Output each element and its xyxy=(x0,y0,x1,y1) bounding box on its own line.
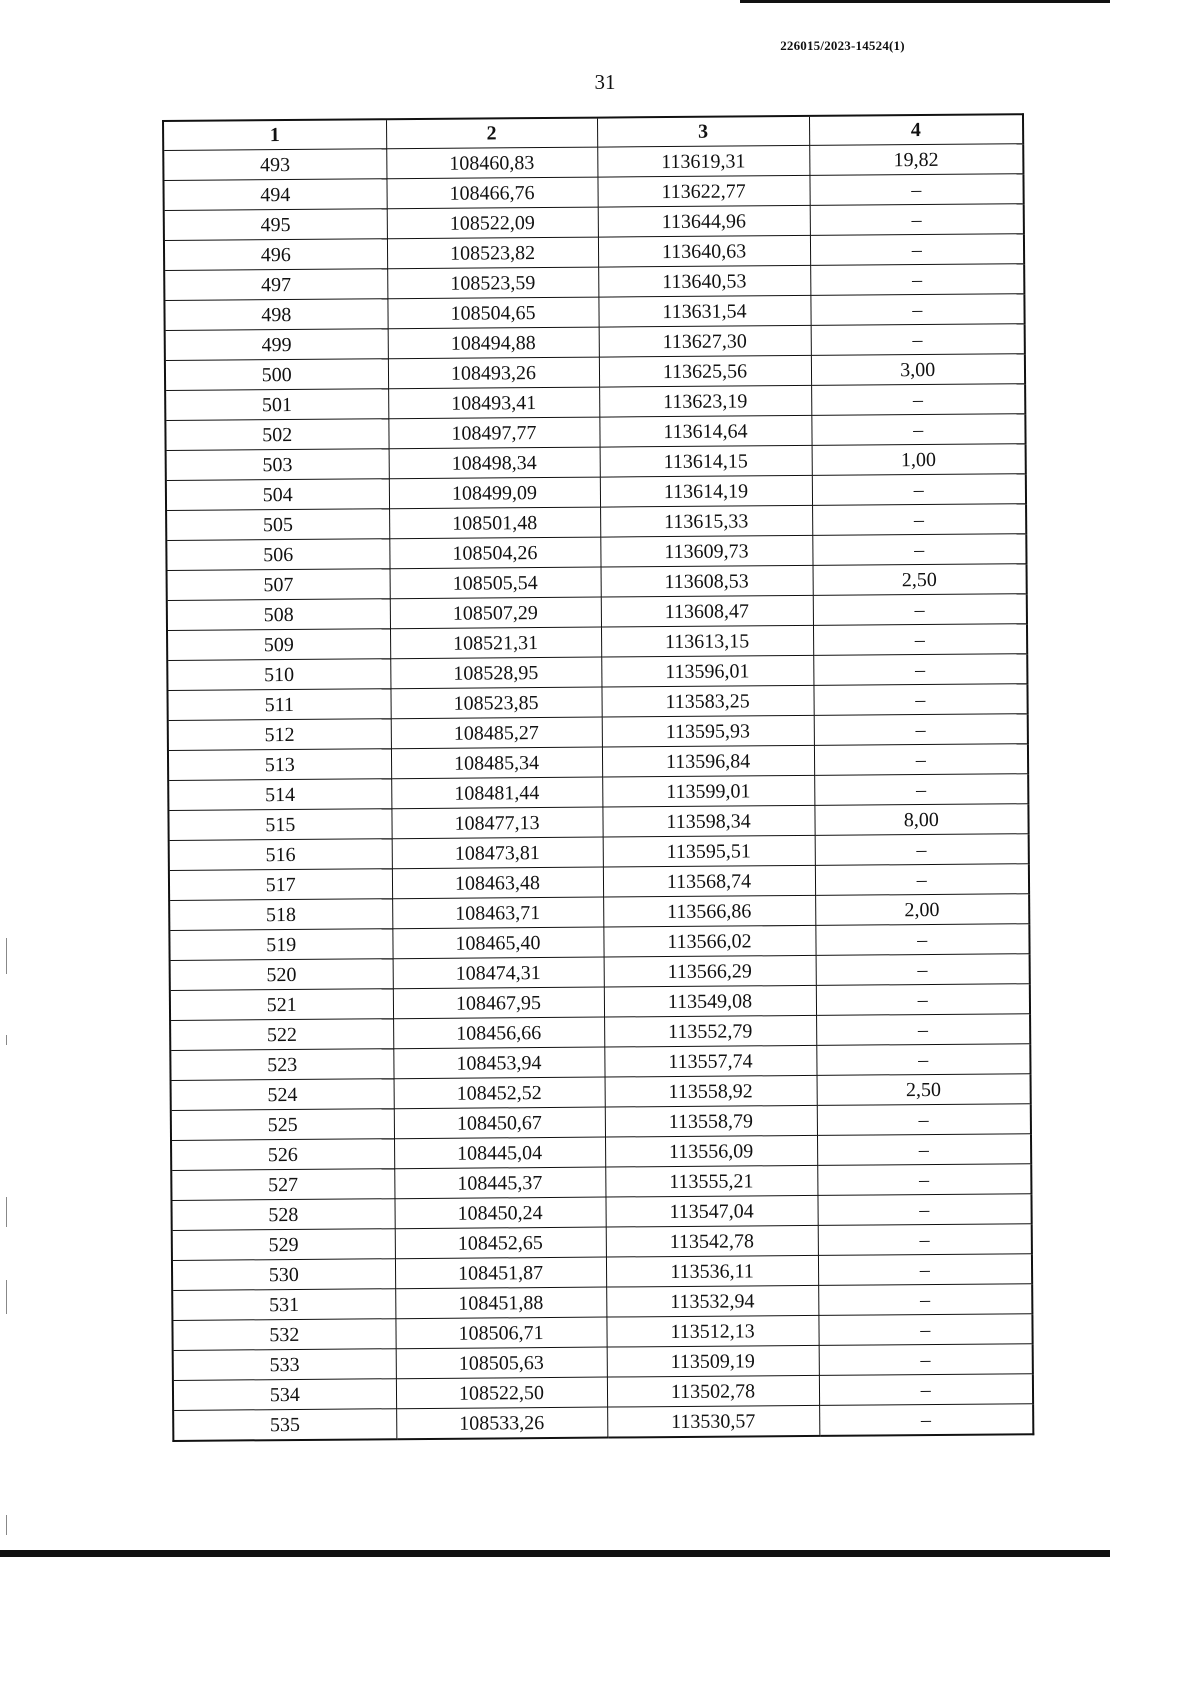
table-cell: 517 xyxy=(169,869,392,901)
table-cell: 113595,93 xyxy=(602,715,814,747)
table-cell: 113598,34 xyxy=(602,805,814,837)
table-cell: 113558,79 xyxy=(605,1105,817,1137)
table-cell: – xyxy=(815,924,1029,956)
table-cell: 108450,24 xyxy=(394,1197,605,1229)
table-cell: 108467,95 xyxy=(393,987,604,1019)
scan-edge-marks xyxy=(6,0,10,1568)
table-cell: 108493,26 xyxy=(388,357,599,389)
table-cell: – xyxy=(810,264,1024,296)
table-cell: 108451,87 xyxy=(395,1257,606,1289)
table-cell: – xyxy=(819,1404,1033,1436)
table-cell: 108463,48 xyxy=(392,867,603,899)
table-cell: 514 xyxy=(168,779,391,811)
table-cell: 108506,71 xyxy=(395,1317,606,1349)
table-cell: 108501,48 xyxy=(389,507,600,539)
table-cell: 113609,73 xyxy=(600,535,812,567)
table-cell: 113640,53 xyxy=(598,265,810,297)
table-cell: – xyxy=(813,624,1027,656)
column-header: 1 xyxy=(163,119,386,150)
table-cell: 113596,01 xyxy=(601,655,813,687)
table-cell: 108452,52 xyxy=(394,1077,605,1109)
table-cell: 108528,95 xyxy=(390,657,601,689)
table-cell: 495 xyxy=(164,209,387,241)
table-cell: 113566,29 xyxy=(604,955,816,987)
table-cell: 1,00 xyxy=(812,444,1026,476)
table-cell: 108450,67 xyxy=(394,1107,605,1139)
table-cell: 113552,79 xyxy=(604,1015,816,1047)
table-cell: 108523,85 xyxy=(390,687,601,719)
table-cell: 108497,77 xyxy=(388,417,599,449)
table-cell: 108452,65 xyxy=(395,1227,606,1259)
table-cell: 108445,04 xyxy=(394,1137,605,1169)
table-cell: 533 xyxy=(173,1349,396,1381)
table-cell: 520 xyxy=(170,959,393,991)
table-cell: 519 xyxy=(169,929,392,961)
table-cell: – xyxy=(814,744,1028,776)
table-cell: 108494,88 xyxy=(388,327,599,359)
table-cell: – xyxy=(816,954,1030,986)
table-cell: 113530,57 xyxy=(607,1405,819,1437)
table-cell: – xyxy=(812,534,1026,566)
table-cell: – xyxy=(818,1254,1032,1286)
table-cell: 113555,21 xyxy=(605,1165,817,1197)
table-cell: 108521,31 xyxy=(390,627,601,659)
table-cell: 108451,88 xyxy=(395,1287,606,1319)
table-cell: 113623,19 xyxy=(599,385,811,417)
table-cell: 113502,78 xyxy=(607,1375,819,1407)
table-cell: – xyxy=(813,684,1027,716)
coordinates-table xyxy=(162,113,1034,1442)
table-cell: 108493,41 xyxy=(388,387,599,419)
table-cell: 2,50 xyxy=(817,1074,1031,1106)
table-cell: 525 xyxy=(171,1109,394,1141)
table-cell: 494 xyxy=(163,179,386,211)
table-body xyxy=(163,144,1033,1441)
table-cell: 515 xyxy=(168,809,391,841)
table-cell: 507 xyxy=(167,569,390,601)
table-cell: – xyxy=(811,384,1025,416)
top-edge-rule xyxy=(740,0,1110,3)
table-cell: – xyxy=(810,294,1024,326)
table-cell: 113556,09 xyxy=(605,1135,817,1167)
table-cell: – xyxy=(816,1014,1030,1046)
table-cell: 528 xyxy=(171,1199,394,1231)
table-cell: 108507,29 xyxy=(390,597,601,629)
table-cell: 108460,83 xyxy=(386,147,597,179)
table-cell: 108533,26 xyxy=(396,1407,607,1439)
table-cell: 108505,63 xyxy=(396,1347,607,1379)
table-cell: 531 xyxy=(172,1289,395,1321)
table-cell: 113536,11 xyxy=(606,1255,818,1287)
table-cell: 526 xyxy=(171,1139,394,1171)
table-cell: – xyxy=(813,654,1027,686)
table-cell: 113566,86 xyxy=(603,895,815,927)
table-cell: 113614,15 xyxy=(600,445,812,477)
table-cell: 108485,27 xyxy=(391,717,602,749)
bottom-edge-rule xyxy=(0,1550,1110,1557)
table-cell: – xyxy=(819,1374,1033,1406)
table-cell: – xyxy=(814,714,1028,746)
table-cell: – xyxy=(811,414,1025,446)
table-cell: 113608,47 xyxy=(601,595,813,627)
table-cell: 521 xyxy=(170,989,393,1021)
table-cell: 108477,13 xyxy=(391,807,602,839)
table-cell: 508 xyxy=(167,599,390,631)
table-cell: 497 xyxy=(164,269,387,301)
table-cell: 108473,81 xyxy=(392,837,603,869)
table-cell: – xyxy=(818,1284,1032,1316)
table-cell: 524 xyxy=(171,1079,394,1111)
table-cell: 108466,76 xyxy=(386,177,597,209)
table-cell: 108474,31 xyxy=(393,957,604,989)
table-cell: 503 xyxy=(166,449,389,481)
table-cell: – xyxy=(812,474,1026,506)
table-cell: 113549,08 xyxy=(604,985,816,1017)
table-cell: 108504,65 xyxy=(387,297,598,329)
table-cell: – xyxy=(810,234,1024,266)
table-cell: 527 xyxy=(171,1169,394,1201)
table-cell: – xyxy=(814,774,1028,806)
table-cell: 108522,50 xyxy=(396,1377,607,1409)
table-cell: 498 xyxy=(164,299,387,331)
table-cell: 113608,53 xyxy=(601,565,813,597)
table-cell: 113631,54 xyxy=(598,295,810,327)
table-cell: 113595,51 xyxy=(603,835,815,867)
table-cell: – xyxy=(817,1164,1031,1196)
table-cell: 108465,40 xyxy=(392,927,603,959)
table-cell: 113619,31 xyxy=(597,145,809,177)
table-cell: 496 xyxy=(164,239,387,271)
table-cell: 510 xyxy=(167,659,390,691)
table-cell: 501 xyxy=(165,389,388,421)
table-cell: 108504,26 xyxy=(389,537,600,569)
table-cell: 523 xyxy=(170,1049,393,1081)
table-cell: 499 xyxy=(165,329,388,361)
table-cell: 504 xyxy=(166,479,389,511)
table-cell: – xyxy=(812,504,1026,536)
table-cell: – xyxy=(815,864,1029,896)
table-cell: 108523,82 xyxy=(387,237,598,269)
table-cell: 108445,37 xyxy=(394,1167,605,1199)
table-cell: 113547,04 xyxy=(605,1195,817,1227)
table-cell: 530 xyxy=(172,1259,395,1291)
table-cell: 113596,84 xyxy=(602,745,814,777)
table-cell: 113614,64 xyxy=(599,415,811,447)
table-cell: – xyxy=(817,1134,1031,1166)
table-cell: 108456,66 xyxy=(393,1017,604,1049)
table-cell: 113615,33 xyxy=(600,505,812,537)
table-cell: 113627,30 xyxy=(599,325,811,357)
table-cell: 529 xyxy=(172,1229,395,1261)
table-cell: 108499,09 xyxy=(389,477,600,509)
table-cell: 108453,94 xyxy=(393,1047,604,1079)
table-cell: – xyxy=(818,1224,1032,1256)
table-cell: 2,00 xyxy=(815,894,1029,926)
table-cell: 500 xyxy=(165,359,388,391)
table-cell: – xyxy=(813,594,1027,626)
table-cell: 108505,54 xyxy=(390,567,601,599)
table-cell: 534 xyxy=(173,1379,396,1411)
table-cell: 108523,59 xyxy=(387,267,598,299)
table-cell: 512 xyxy=(168,719,391,751)
table-cell: 516 xyxy=(169,839,392,871)
table-cell: 493 xyxy=(163,149,386,181)
table-cell: 113583,25 xyxy=(601,685,813,717)
table-row xyxy=(173,1404,1033,1441)
table-cell: 2,50 xyxy=(813,564,1027,596)
table-cell: 108463,71 xyxy=(392,897,603,929)
table-cell: 108485,34 xyxy=(391,747,602,779)
table-cell: 513 xyxy=(168,749,391,781)
table-cell: 19,82 xyxy=(809,144,1023,176)
column-header: 2 xyxy=(386,118,597,149)
document-id: 226015/2023-14524(1) xyxy=(780,38,905,53)
table-cell: 113568,74 xyxy=(603,865,815,897)
table-cell: – xyxy=(817,1194,1031,1226)
table-cell: 518 xyxy=(169,899,392,931)
table-cell: – xyxy=(819,1344,1033,1376)
table-cell: 113557,74 xyxy=(604,1045,816,1077)
table-cell: – xyxy=(816,1044,1030,1076)
table-cell: 113532,94 xyxy=(606,1285,818,1317)
table-cell: 502 xyxy=(165,419,388,451)
table-cell: – xyxy=(809,174,1023,206)
table-cell: 108498,34 xyxy=(389,447,600,479)
table-cell: 506 xyxy=(166,539,389,571)
table-cell: 113512,13 xyxy=(606,1315,818,1347)
table-cell: 113542,78 xyxy=(606,1225,818,1257)
table-cell: 108481,44 xyxy=(391,777,602,809)
table-cell: – xyxy=(818,1314,1032,1346)
page-number: 31 xyxy=(594,70,616,94)
table-cell: 505 xyxy=(166,509,389,541)
table-cell: 511 xyxy=(167,689,390,721)
table-cell: 509 xyxy=(167,629,390,661)
table-cell: 522 xyxy=(170,1019,393,1051)
table-cell: – xyxy=(810,204,1024,236)
table-cell: 113558,92 xyxy=(605,1075,817,1107)
table-cell: – xyxy=(816,984,1030,1016)
table-cell: – xyxy=(811,324,1025,356)
table-cell: 113640,63 xyxy=(598,235,810,267)
table-cell: 113509,19 xyxy=(607,1345,819,1377)
table-cell: 108522,09 xyxy=(387,207,598,239)
column-header: 3 xyxy=(597,116,809,147)
table-cell: 113625,56 xyxy=(599,355,811,387)
column-header: 4 xyxy=(809,114,1023,145)
table-cell: 113613,15 xyxy=(601,625,813,657)
table-cell: 113614,19 xyxy=(600,475,812,507)
table-cell: 8,00 xyxy=(814,804,1028,836)
table-cell: 113599,01 xyxy=(602,775,814,807)
table-cell: 113566,02 xyxy=(603,925,815,957)
table-cell: 535 xyxy=(173,1409,396,1441)
table-cell: 113644,96 xyxy=(598,205,810,237)
table-cell: – xyxy=(815,834,1029,866)
table-cell: – xyxy=(817,1104,1031,1136)
table-cell: 3,00 xyxy=(811,354,1025,386)
table-cell: 532 xyxy=(172,1319,395,1351)
table-cell: 113622,77 xyxy=(597,175,809,207)
